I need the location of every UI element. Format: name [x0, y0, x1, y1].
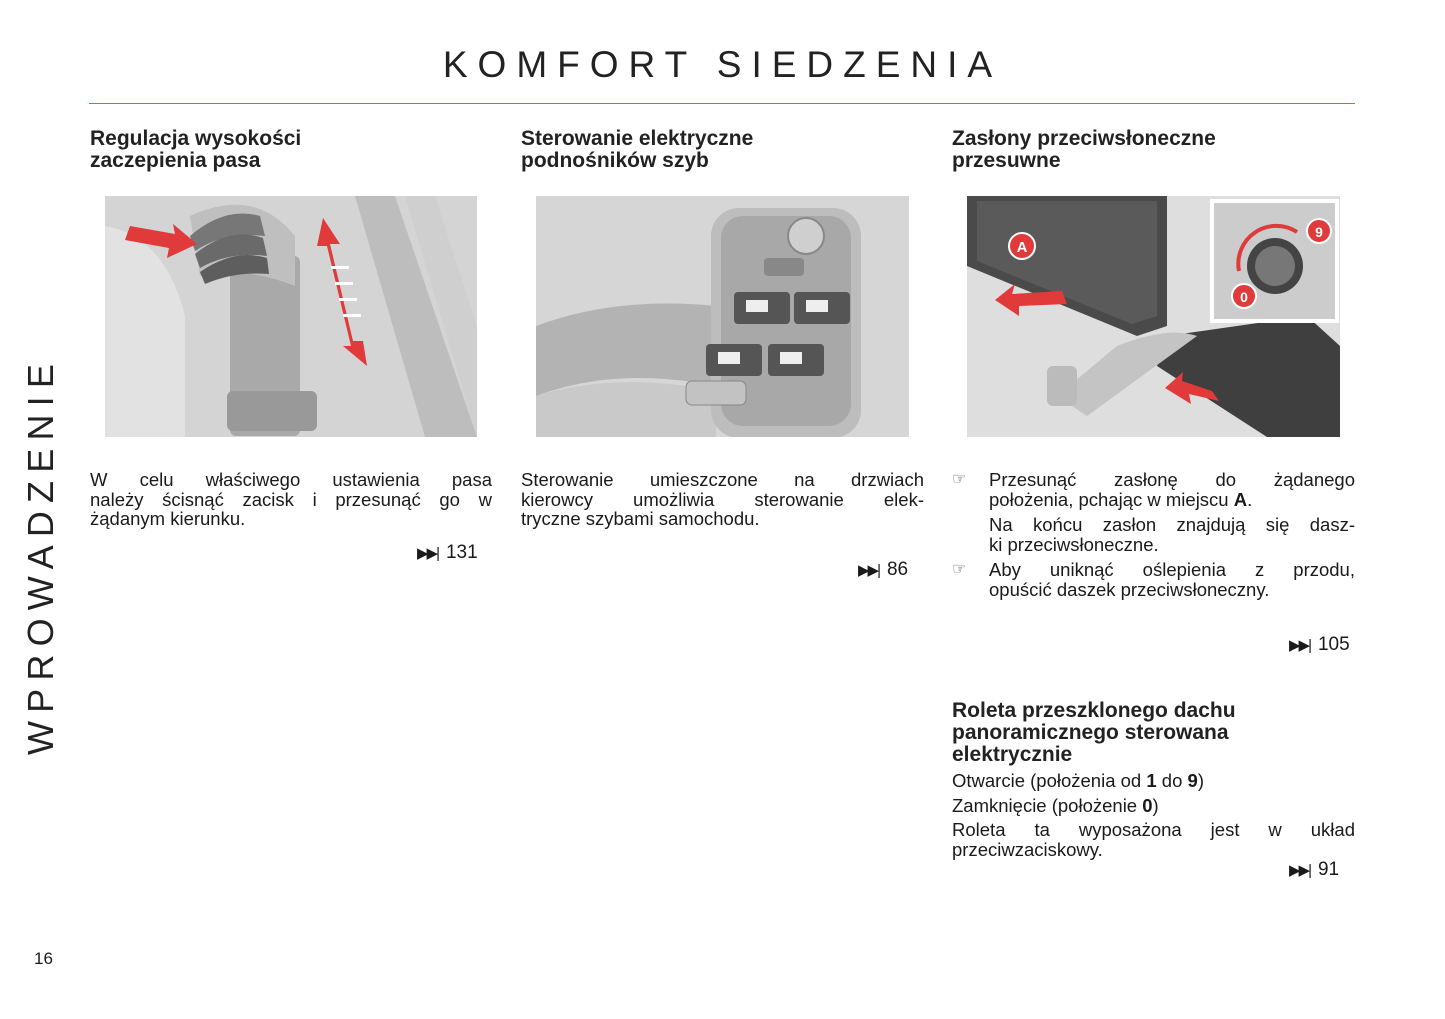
page-title: KOMFORT SIEDZENIA	[442, 44, 1003, 85]
side-section-label: WPROWADZENIE	[20, 355, 61, 755]
col2-page-ref[interactable]	[858, 559, 908, 581]
roleta-heading-line2: panoramicznego sterowana	[952, 721, 1229, 744]
sunshade-label-a: A	[1016, 239, 1028, 256]
col3-heading-line1: Zasłony przeciwsłoneczne	[952, 127, 1216, 150]
col2-heading-line1: Sterowanie elektryczne	[521, 127, 754, 150]
dial-label-0: 0	[1240, 289, 1248, 305]
col3-heading	[952, 128, 1352, 172]
col3-bullet-2	[952, 560, 1355, 599]
roleta-open-mid: do	[1156, 770, 1188, 791]
col3-page-ref[interactable]	[1289, 634, 1350, 656]
forward-skip-icon: ▶▶|	[1289, 637, 1310, 654]
col1-body-line2: należy ścisnąć zacisk i przesunąć go w	[90, 488, 492, 510]
col3-bullet1-line2	[989, 490, 1355, 510]
col1-heading-line2: zaczepienia pasa	[90, 149, 261, 172]
col1-page-ref-number: 131	[445, 542, 478, 563]
col2-page-ref-number: 86	[886, 559, 909, 580]
col1-body-line1: W celu właściwego ustawienia pasa	[90, 469, 492, 490]
col3-bullet1-line2-end: .	[1247, 488, 1253, 510]
pointing-hand-icon: ☞	[952, 561, 967, 578]
col3-bullet1-line2-text: położenia, pchając w miejscu	[989, 488, 1234, 510]
col1-body-line3: żądanym kierunku.	[90, 508, 246, 529]
roleta-open-from: 1	[1146, 770, 1157, 791]
col2-body-line2: kierowcy umożliwia sterowanie elek-	[521, 488, 924, 510]
col3-page-ref-number: 105	[1317, 634, 1350, 655]
seatbelt-height-illustration	[105, 196, 477, 437]
roleta-heading-line3: elektrycznie	[952, 743, 1073, 766]
col3-note-line1: Na końcu zasłon znajdują się dasz-	[989, 514, 1355, 535]
header-divider	[89, 103, 1355, 104]
roleta-open-end: )	[1197, 770, 1204, 791]
col3-note	[952, 515, 1355, 554]
roleta-close-text: Zamknięcie (położenie	[952, 794, 1143, 816]
col1-page-ref[interactable]	[417, 542, 478, 564]
roleta-close-line	[952, 796, 1355, 816]
col3-bullet2-line1: Aby uniknąć oślepienia z przodu,	[989, 559, 1355, 580]
roleta-desc-line1: Roleta ta wyposażona jest w układ	[952, 819, 1355, 840]
roleta-open-to: 9	[1187, 770, 1198, 791]
roleta-body	[952, 771, 1355, 859]
page-number: 16	[34, 949, 53, 968]
forward-skip-icon: ▶▶|	[858, 562, 879, 579]
forward-skip-icon: ▶▶|	[417, 545, 438, 562]
col2-body-line1: Sterowanie umieszczone na drzwiach	[521, 469, 924, 490]
seatbelt-illustration-svg	[105, 196, 477, 437]
roleta-heading-line1: Roleta przeszklonego dachu	[952, 699, 1236, 722]
col3-bullet1-label-a: A	[1233, 488, 1248, 510]
pointing-hand-icon: ☞	[952, 471, 967, 488]
col1-heading-line1: Regulacja wysokości	[90, 127, 302, 150]
roleta-desc-line2: przeciwzaciskowy.	[952, 838, 1103, 860]
forward-skip-icon: ▶▶|	[1289, 862, 1310, 879]
roleta-heading	[952, 700, 1355, 766]
dial-label-9: 9	[1315, 224, 1323, 240]
col2-body-line3: tryczne szybami samochodu.	[521, 508, 760, 529]
col2-heading	[521, 128, 921, 172]
col3-instructions	[952, 470, 1355, 599]
roleta-open-line	[952, 771, 1355, 791]
side-section-tab	[20, 310, 60, 755]
window-controls-illustration	[536, 196, 909, 437]
col3-bullet1-line1: Przesunąć zasłonę do żądanego	[989, 469, 1355, 490]
col2-body	[521, 470, 924, 529]
sunshade-illustration	[967, 196, 1340, 437]
window-controls-svg	[536, 196, 909, 437]
roleta-page-ref[interactable]	[1289, 859, 1339, 881]
col3-heading-line2: przesuwne	[952, 149, 1061, 172]
col2-heading-line2: podnośników szyb	[521, 149, 709, 172]
col3-note-line2: ki przeciwsłoneczne.	[989, 533, 1159, 555]
sunshade-svg	[967, 196, 1340, 437]
roleta-open-text: Otwarcie (położenia od	[952, 770, 1147, 791]
col1-body	[90, 470, 492, 529]
col1-heading	[90, 128, 490, 172]
roleta-close-pos: 0	[1142, 794, 1153, 816]
roleta-close-end: )	[1152, 794, 1159, 816]
col3-bullet2-line2: opuścić daszek przeciwsłoneczny.	[989, 578, 1270, 600]
col3-bullet-1	[952, 470, 1355, 509]
roleta-page-ref-number: 91	[1317, 859, 1340, 880]
